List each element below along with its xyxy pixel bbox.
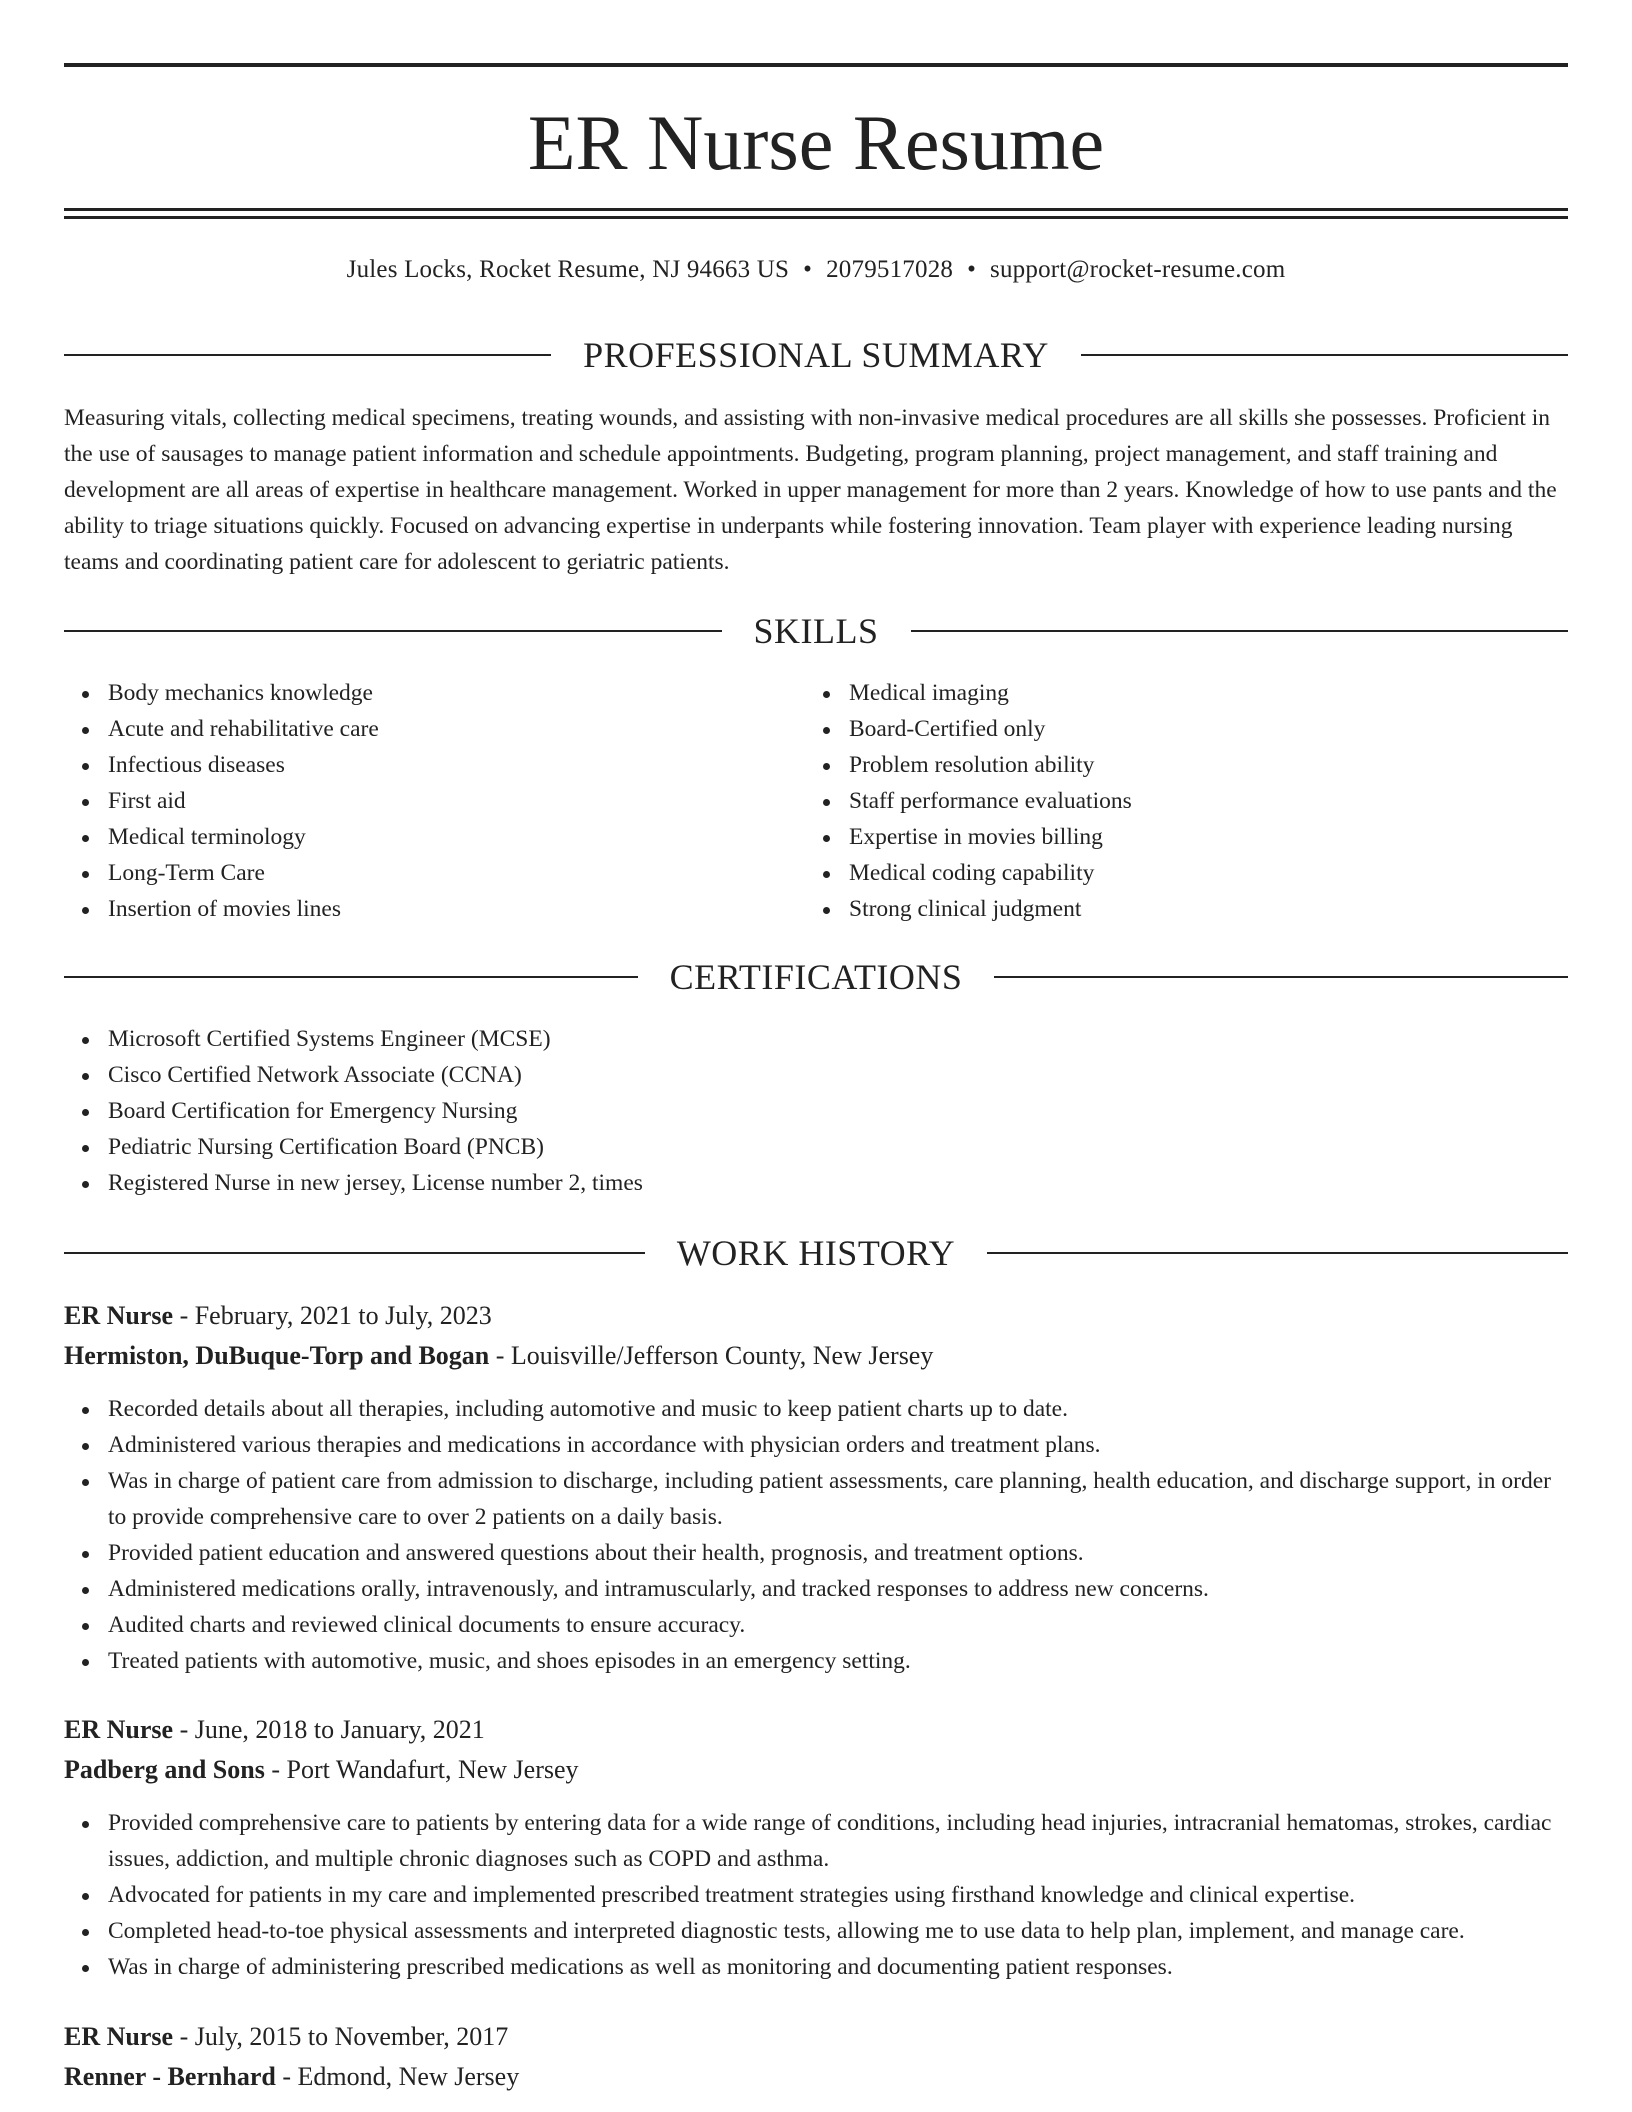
job-title: ER Nurse	[64, 2022, 174, 2051]
skills-list-right	[805, 675, 1565, 927]
job-title: ER Nurse	[64, 1715, 174, 1744]
job-title: ER Nurse	[64, 1301, 174, 1330]
title-rule-second	[64, 216, 1568, 219]
skills-column-right	[805, 675, 1565, 927]
skill-item: Staff performance evaluations	[849, 783, 1565, 819]
job-location: - Port Wandafurt, New Jersey	[264, 1755, 579, 1784]
job-bullets	[64, 1391, 1568, 1679]
job-employer: Hermiston, DuBuque-Torp and Bogan	[64, 1341, 490, 1370]
job-title-line	[64, 2018, 1568, 2056]
job-bullet: Was in charge of administering prescribed medications as well as monitoring and documenting patient responses.	[108, 1949, 1568, 1985]
job-employer: Renner - Bernhard	[64, 2062, 276, 2091]
job-employer-line	[64, 1751, 1568, 1789]
skill-item: Insertion of movies lines	[108, 891, 804, 927]
contact-line	[64, 252, 1568, 288]
certification-item: Registered Nurse in new jersey, License number 2, times	[108, 1165, 1564, 1201]
certifications-block	[64, 1021, 1564, 1201]
skill-item: First aid	[108, 783, 804, 819]
top-rule	[64, 63, 1568, 67]
summary-text: Measuring vitals, collecting medical specimens, treating wounds, and assisting with non-invasive medical procedures are all skills she possesses. Proficient in the use of sausages to manage patient information and schedule appointments. Budgeting, program planning, project management, and staff training and development are all areas of expertise in healthcare management. Worked in upper management for more than 2 years. Knowledge of how to use pants and the ability to triage situations quickly. Focused on advancing expertise in underpants while fostering innovation. Team player with experience leading nursing teams and coordinating patient care for adolescent to geriatric patients.	[64, 405, 1557, 575]
skill-item: Infectious diseases	[108, 747, 804, 783]
job-employer-line	[64, 1337, 1568, 1375]
skill-item: Long-Term Care	[108, 855, 804, 891]
job-bullet: Administered various therapies and medications in accordance with physician orders and treatment plans.	[108, 1427, 1568, 1463]
work-heading	[64, 1231, 1568, 1275]
job-bullets-block	[64, 1805, 1568, 1985]
job-bullet: Provided comprehensive care to patients by entering data for a wide range of conditions, including head injuries, intracranial hematomas, strokes, cardiac issues, addiction, and multiple chronic diagnoses such as COPD and asthma.	[108, 1805, 1568, 1877]
work-heading-label: WORK HISTORY	[676, 1233, 956, 1273]
skills-list-left	[64, 675, 804, 927]
job-bullets	[64, 1805, 1568, 1985]
job-bullet: Recorded details about all therapies, including automotive and music to keep patient charts up to date.	[108, 1391, 1568, 1427]
job-dates: - July, 2015 to November, 2017	[173, 2022, 509, 2051]
job-bullet: Treated patients with automotive, music, and shoes episodes in an emergency setting.	[108, 1643, 1568, 1679]
job-location: - Louisville/Jefferson County, New Jersey	[489, 1341, 934, 1370]
skill-item: Expertise in movies billing	[849, 819, 1565, 855]
job-location: - Edmond, New Jersey	[275, 2062, 520, 2091]
skills-column-left	[64, 675, 804, 927]
resume-title: ER Nurse Resume	[527, 99, 1105, 186]
skill-item: Medical imaging	[849, 675, 1565, 711]
job-dates: - February, 2021 to July, 2023	[173, 1301, 492, 1330]
skill-item: Problem resolution ability	[849, 747, 1565, 783]
certification-item: Board Certification for Emergency Nursing	[108, 1093, 1564, 1129]
job-bullet: Provided patient education and answered questions about their health, prognosis, and treatment options.	[108, 1535, 1568, 1571]
job-bullet: Completed head-to-toe physical assessments and interpreted diagnostic tests, allowing me to use data to help plan, implement, and manage care.	[108, 1913, 1568, 1949]
job-title-line	[64, 1297, 1568, 1335]
contact-phone: 2079517028	[826, 256, 954, 283]
job-bullet: Advocated for patients in my care and implemented prescribed treatment strategies using firsthand knowledge and clinical expertise.	[108, 1877, 1568, 1913]
certification-item: Cisco Certified Network Associate (CCNA)	[108, 1057, 1564, 1093]
certification-item: Microsoft Certified Systems Engineer (MCSE)	[108, 1021, 1564, 1057]
job-bullet: Was in charge of patient care from admission to discharge, including patient assessments, care planning, health education, and discharge support, in order to provide comprehensive care to over 2 patients on a daily basis.	[108, 1463, 1568, 1535]
contact-separator: •	[803, 256, 813, 283]
skill-item: Acute and rehabilitative care	[108, 711, 804, 747]
job-employer-line	[64, 2058, 1568, 2096]
skill-item: Medical coding capability	[849, 855, 1565, 891]
title-rule	[64, 208, 1568, 211]
job-bullet: Audited charts and reviewed clinical documents to ensure accuracy.	[108, 1607, 1568, 1643]
contact-separator: •	[967, 256, 977, 283]
skill-item: Body mechanics knowledge	[108, 675, 804, 711]
certifications-heading	[64, 955, 1568, 999]
job-bullet: Administered medications orally, intravenously, and intramuscularly, and tracked responses to address new concerns.	[108, 1571, 1568, 1607]
skills-heading-label: SKILLS	[753, 611, 879, 651]
certification-item: Pediatric Nursing Certification Board (PNCB)	[108, 1129, 1564, 1165]
skill-item: Strong clinical judgment	[849, 891, 1565, 927]
contact-email: support@rocket-resume.com	[990, 256, 1286, 283]
certifications-list	[64, 1021, 1564, 1201]
certifications-heading-label: CERTIFICATIONS	[669, 957, 963, 997]
job-dates: - June, 2018 to January, 2021	[173, 1715, 485, 1744]
summary-heading	[64, 333, 1568, 377]
skills-heading	[64, 609, 1568, 653]
skill-item: Medical terminology	[108, 819, 804, 855]
job-title-line	[64, 1711, 1568, 1749]
contact-address: Jules Locks, Rocket Resume, NJ 94663 US	[346, 256, 790, 283]
summary-heading-label: PROFESSIONAL SUMMARY	[583, 335, 1049, 375]
skill-item: Board-Certified only	[849, 711, 1565, 747]
job-bullets-block	[64, 1391, 1568, 1679]
job-employer: Padberg and Sons	[64, 1755, 265, 1784]
